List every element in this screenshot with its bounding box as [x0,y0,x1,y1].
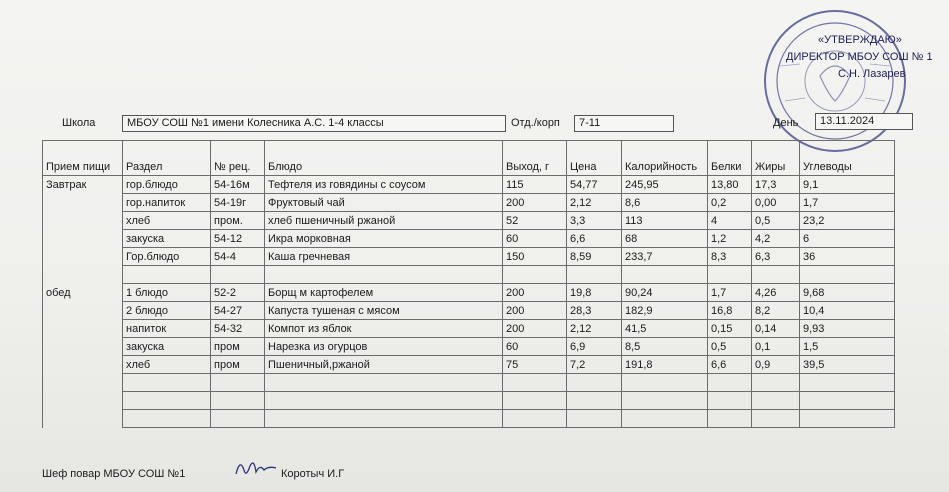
cell-price: 6,9 [567,338,622,356]
cell-recipe: пром. [211,212,265,230]
cell-meal [43,374,123,392]
table-row [43,374,895,392]
cell-calories: 41,5 [622,320,708,338]
table-row [43,266,895,284]
cell-yield: 115 [503,176,567,194]
menu-table [42,140,895,428]
cell-carbs [800,392,895,410]
cell-meal [43,338,123,356]
cell-dish: Фруктовый чай [265,194,503,212]
cell-recipe [211,410,265,428]
cell-recipe: 54-12 [211,230,265,248]
table-header-row [43,141,895,176]
table-row [43,392,895,410]
table-row [43,284,895,302]
col-header-section: Раздел [123,141,211,176]
cell-price: 19,8 [567,284,622,302]
cell-yield: 200 [503,284,567,302]
cell-section: Гор.блюдо [123,248,211,266]
cell-carbs: 1,7 [800,194,895,212]
col-header-meal: Прием пищи [43,141,123,176]
cell-dish [265,410,503,428]
cell-protein: 0,5 [708,338,752,356]
cell-fat: 0,5 [752,212,800,230]
menu-table-body [43,141,895,428]
cell-protein: 0,15 [708,320,752,338]
cell-calories [622,266,708,284]
cell-meal [43,356,123,374]
cell-carbs: 9,68 [800,284,895,302]
col-header-fat: Жиры [752,141,800,176]
cell-fat: 4,2 [752,230,800,248]
cell-meal: обед [43,284,123,302]
cell-fat: 8,2 [752,302,800,320]
cell-recipe: пром [211,338,265,356]
cell-calories: 182,9 [622,302,708,320]
cell-price [567,392,622,410]
cell-fat: 0,9 [752,356,800,374]
cell-dish: Пшеничный,ржаной [265,356,503,374]
cell-yield: 200 [503,194,567,212]
cell-meal [43,266,123,284]
cell-fat [752,392,800,410]
cell-yield: 200 [503,320,567,338]
cell-meal [43,248,123,266]
approval-line-1: «УТВЕРЖДАЮ» [818,34,902,46]
cell-recipe: 54-32 [211,320,265,338]
cell-protein: 16,8 [708,302,752,320]
day-label: День [773,117,799,129]
cell-recipe: 54-27 [211,302,265,320]
school-label: Школа [62,117,96,129]
table-row [43,194,895,212]
school-value-box: МБОУ СОШ №1 имени Колесника А.С. 1-4 классы [122,115,506,132]
col-header-protein: Белки [708,141,752,176]
cell-carbs: 39,5 [800,356,895,374]
cell-meal [43,212,123,230]
cell-yield [503,410,567,428]
cell-protein [708,374,752,392]
cell-dish: Борщ м картофелем [265,284,503,302]
table-row [43,302,895,320]
cell-recipe [211,374,265,392]
cell-protein: 1,7 [708,284,752,302]
cell-yield: 60 [503,230,567,248]
cell-section: напиток [123,320,211,338]
cell-recipe: 54-4 [211,248,265,266]
cell-protein: 0,2 [708,194,752,212]
cell-section [123,374,211,392]
cell-dish: Компот из яблок [265,320,503,338]
cell-price: 2,12 [567,194,622,212]
cell-protein: 8,3 [708,248,752,266]
cell-dish [265,266,503,284]
cell-section: хлеб [123,212,211,230]
cell-section: закуска [123,338,211,356]
cell-fat [752,374,800,392]
cell-yield [503,392,567,410]
cell-section: 2 блюдо [123,302,211,320]
cell-yield: 60 [503,338,567,356]
col-header-carbs: Углеводы [800,141,895,176]
cell-fat: 4,26 [752,284,800,302]
cell-carbs [800,410,895,428]
cell-protein [708,392,752,410]
cell-carbs: 6 [800,230,895,248]
cell-dish: Капуста тушеная с мясом [265,302,503,320]
cell-dish: Икра морковная [265,230,503,248]
table-row [43,320,895,338]
table-row [43,230,895,248]
cell-yield [503,266,567,284]
cell-yield: 150 [503,248,567,266]
cell-carbs: 9,93 [800,320,895,338]
cell-meal: Завтрак [43,176,123,194]
cell-price: 2,12 [567,320,622,338]
cell-section [123,392,211,410]
cell-price: 8,59 [567,248,622,266]
chef-signature [232,456,280,484]
cell-calories [622,392,708,410]
cell-dish [265,392,503,410]
col-header-calories: Калорийность [622,141,708,176]
cell-section: 1 блюдо [123,284,211,302]
cell-dish: Каша гречневая [265,248,503,266]
cell-dish: Тефтеля из говядины с соусом [265,176,503,194]
table-row [43,248,895,266]
cell-carbs: 23,2 [800,212,895,230]
table-row [43,356,895,374]
cell-price [567,410,622,428]
official-seal-stamp [760,6,910,156]
cell-price [567,374,622,392]
cell-calories: 8,5 [622,338,708,356]
cell-protein: 4 [708,212,752,230]
dept-value-box: 7-11 [574,115,674,132]
cell-recipe [211,266,265,284]
cell-protein: 1,2 [708,230,752,248]
table-row [43,212,895,230]
col-header-price: Цена [567,141,622,176]
cell-price [567,266,622,284]
cell-meal [43,410,123,428]
approval-line-3: С.Н. Лазарев [838,68,906,80]
cell-price: 6,6 [567,230,622,248]
cell-fat: 6,3 [752,248,800,266]
cell-meal [43,194,123,212]
cell-yield: 75 [503,356,567,374]
cell-calories: 68 [622,230,708,248]
cell-protein [708,266,752,284]
cell-calories: 8,6 [622,194,708,212]
cell-meal [43,392,123,410]
cell-section: хлеб [123,356,211,374]
cell-protein: 13,80 [708,176,752,194]
cell-calories [622,374,708,392]
cell-section [123,410,211,428]
cell-carbs: 36 [800,248,895,266]
col-header-dish: Блюдо [265,141,503,176]
cell-fat: 0,14 [752,320,800,338]
cell-carbs [800,266,895,284]
cell-recipe [211,392,265,410]
cell-calories: 233,7 [622,248,708,266]
cell-dish: хлеб пшеничный ржаной [265,212,503,230]
cell-recipe: 54-16м [211,176,265,194]
table-row [43,410,895,428]
cell-dish [265,374,503,392]
cell-fat: 0,00 [752,194,800,212]
cell-price: 28,3 [567,302,622,320]
cell-recipe: 52-2 [211,284,265,302]
cell-carbs [800,374,895,392]
cell-meal [43,230,123,248]
cell-meal [43,302,123,320]
cell-calories [622,410,708,428]
cell-carbs: 9,1 [800,176,895,194]
cell-yield [503,374,567,392]
cell-section: гор.напиток [123,194,211,212]
table-row [43,176,895,194]
cell-price: 54,77 [567,176,622,194]
table-row [43,338,895,356]
day-value-box: 13.11.2024 [815,113,913,130]
cell-calories: 191,8 [622,356,708,374]
cell-price: 7,2 [567,356,622,374]
cell-meal [43,320,123,338]
cell-yield: 52 [503,212,567,230]
cell-section: закуска [123,230,211,248]
cell-price: 3,3 [567,212,622,230]
dept-label: Отд./корп [511,117,560,129]
cell-protein [708,410,752,428]
col-header-yield: Выход, г [503,141,567,176]
cell-fat: 17,3 [752,176,800,194]
cell-protein: 6,6 [708,356,752,374]
cell-carbs: 10,4 [800,302,895,320]
cell-fat: 0,1 [752,338,800,356]
cell-calories: 90,24 [622,284,708,302]
cell-section: гор.блюдо [123,176,211,194]
cell-recipe: 54-19г [211,194,265,212]
cell-recipe: пром [211,356,265,374]
chef-label: Шеф повар МБОУ СОШ №1 [42,468,186,480]
cell-carbs: 1,5 [800,338,895,356]
cell-section [123,266,211,284]
col-header-recipe: № рец. [211,141,265,176]
cell-calories: 245,95 [622,176,708,194]
cell-fat [752,266,800,284]
cell-calories: 113 [622,212,708,230]
chef-name: Коротыч И.Г [281,468,345,480]
approval-line-2: ДИРЕКТОР МБОУ СОШ № 1 [786,51,933,63]
cell-yield: 200 [503,302,567,320]
cell-dish: Нарезка из огурцов [265,338,503,356]
cell-fat [752,410,800,428]
